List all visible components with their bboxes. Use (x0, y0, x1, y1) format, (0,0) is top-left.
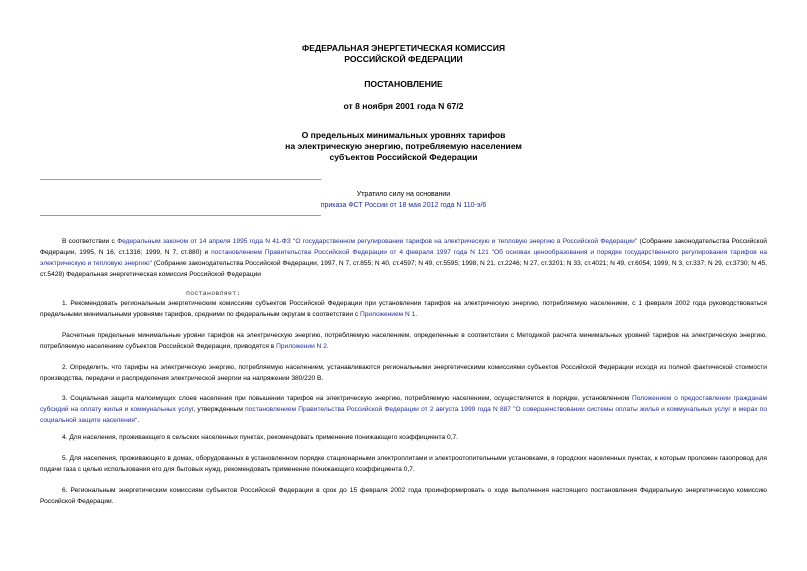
agency-name-line1: ФЕДЕРАЛЬНАЯ ЭНЕРГЕТИЧЕСКАЯ КОМИССИЯ (301, 43, 506, 53)
status-note: Утратило силу на основании (356, 191, 451, 198)
document-type: ПОСТАНОВЛЕНИЕ (364, 79, 443, 89)
preamble-text-1: В соответствии с (62, 238, 118, 245)
document-title-line1: О предельных минимальных уровнях тарифов (301, 130, 506, 140)
preamble-text-2: (Собрание законодательства Российской Федерации, 1995, N 16, ст.1316; 1999, N 7, ст.880) и (40, 238, 767, 256)
agency-name-line2: РОССИЙСКОЙ ФЕДЕРАЦИИ (344, 54, 463, 64)
paragraph-1b-end: . (326, 343, 329, 350)
preamble-paragraph (40, 236, 767, 280)
document-title-line2: на электрическую энергию, потребляемую населением (285, 141, 522, 151)
paragraph-6: 6. Региональным энергетическим комиссиям субъектов Российской Федерации в срок до 15 февраля 2002 года проинформировать о ходе выполнения настоящего постановления Федеральную энергетическую комиссию Российской Федерации. (40, 487, 767, 505)
divider-top (40, 179, 321, 180)
preamble-text-3: (Собрание законодательства Российской Федерации, 1997, N 7, ст.855; N 40, ст.4597; N 49, ст.5595; 1998, N 21, ст.2246; N 27, ст.3201; N 33, ст.4021; N 49, ст.6054; 1999, N 3, ст.337; N 29, ст.3730; N 45, ст.5428) Федеральная энергетическая комиссия Российской Федерации (40, 260, 767, 278)
paragraph-3-text-1: 3. Социальная защита малоимущих слоев населения при повышении тарифов на электрическую энергию, потребляемую населением, осуществляется в порядке, установленном (62, 395, 632, 402)
paragraph-3-text-2: , утвержденным (193, 406, 246, 413)
paragraph-1-text: 1. Рекомендовать региональным энергетическим комиссиям субъектов Российской Федерации при установлении тарифов на электрическую энергию, потребляемую населением, с 1 февраля 2002 года руководствоваться предельными минимальными уровнями тарифов, средними по федеральным округам в соответствии с (40, 300, 767, 318)
paragraph-1b (40, 330, 767, 352)
government-decree-887-link[interactable]: постановлением Правительства Российской Федерации от 2 августа 1999 года N 887 "О совершенствовании системы оплаты жилья и коммунальных услуг и мерах по социальной защите населения" (40, 406, 767, 424)
appendix-1-link[interactable]: Приложением N 1 (359, 311, 416, 318)
paragraph-3-end: . (137, 417, 140, 424)
government-decree-link[interactable]: постановлением Правительства Российской Федерации от 4 февраля 1997 года N 121 "Об основах ценообразования и порядке государственного регулирования тарифов на электрическую и тепловую энергию" (40, 249, 767, 267)
paragraph-1-end: . (415, 311, 418, 318)
document-date: от 8 ноября 2001 года N 67/2 (343, 101, 464, 111)
document-title-line3: субъектов Российской Федерации (329, 152, 478, 162)
paragraph-2: 2. Определить, что тарифы на электрическую энергию, потребляемую населением, устанавливаются региональными энергетическими комиссиями субъектов Российской Федерации исходя из полной фактической стоимости производства, передачи и распределения электрической энергии на напряжении 380/220 В. (40, 364, 767, 382)
decree-word: постановляет: (186, 290, 241, 297)
paragraph-5: 5. Для населения, проживающего в домах, оборудованных в установленном порядке стационарными электроплитами и электроотопительными установками, в городских населенных пунктах, к которым проложен газопровод для подачи газа с целью использования его для бытовых нужд, рекомендовать применение понижающего коэффициента 0,7. (40, 455, 767, 473)
federal-law-link[interactable]: Федеральным законом от 14 апреля 1995 года N 41-ФЗ "О государственном регулировании тарифов на электрическую и тепловую энергию в Российской Федерации" (117, 238, 638, 245)
paragraph-3 (40, 393, 767, 426)
paragraph-4: 4. Для населения, проживающего в сельских населенных пунктах, рекомендовать применение понижающего коэффициента 0,7. (62, 434, 458, 441)
paragraph-1b-text: Расчетные предельные минимальные уровни тарифов на электрическую энергию, потребляемую населением, определенные в соответствии с Методикой расчета минимальных уровней тарифов на электрическую энергию, потребляемую населением субъектов Российской Федерации, приводятся в (40, 332, 767, 350)
subsidy-regulation-link[interactable]: Положением о предоставлении гражданам субсидий на оплату жилья и коммунальных услуг (40, 395, 767, 413)
paragraph-1 (40, 298, 767, 320)
appendix-2-link[interactable]: Приложении N 2 (276, 343, 327, 350)
divider-bottom (40, 215, 321, 216)
status-link[interactable]: приказа ФСТ России от 18 мая 2012 года N 110-э/6 (320, 202, 487, 209)
